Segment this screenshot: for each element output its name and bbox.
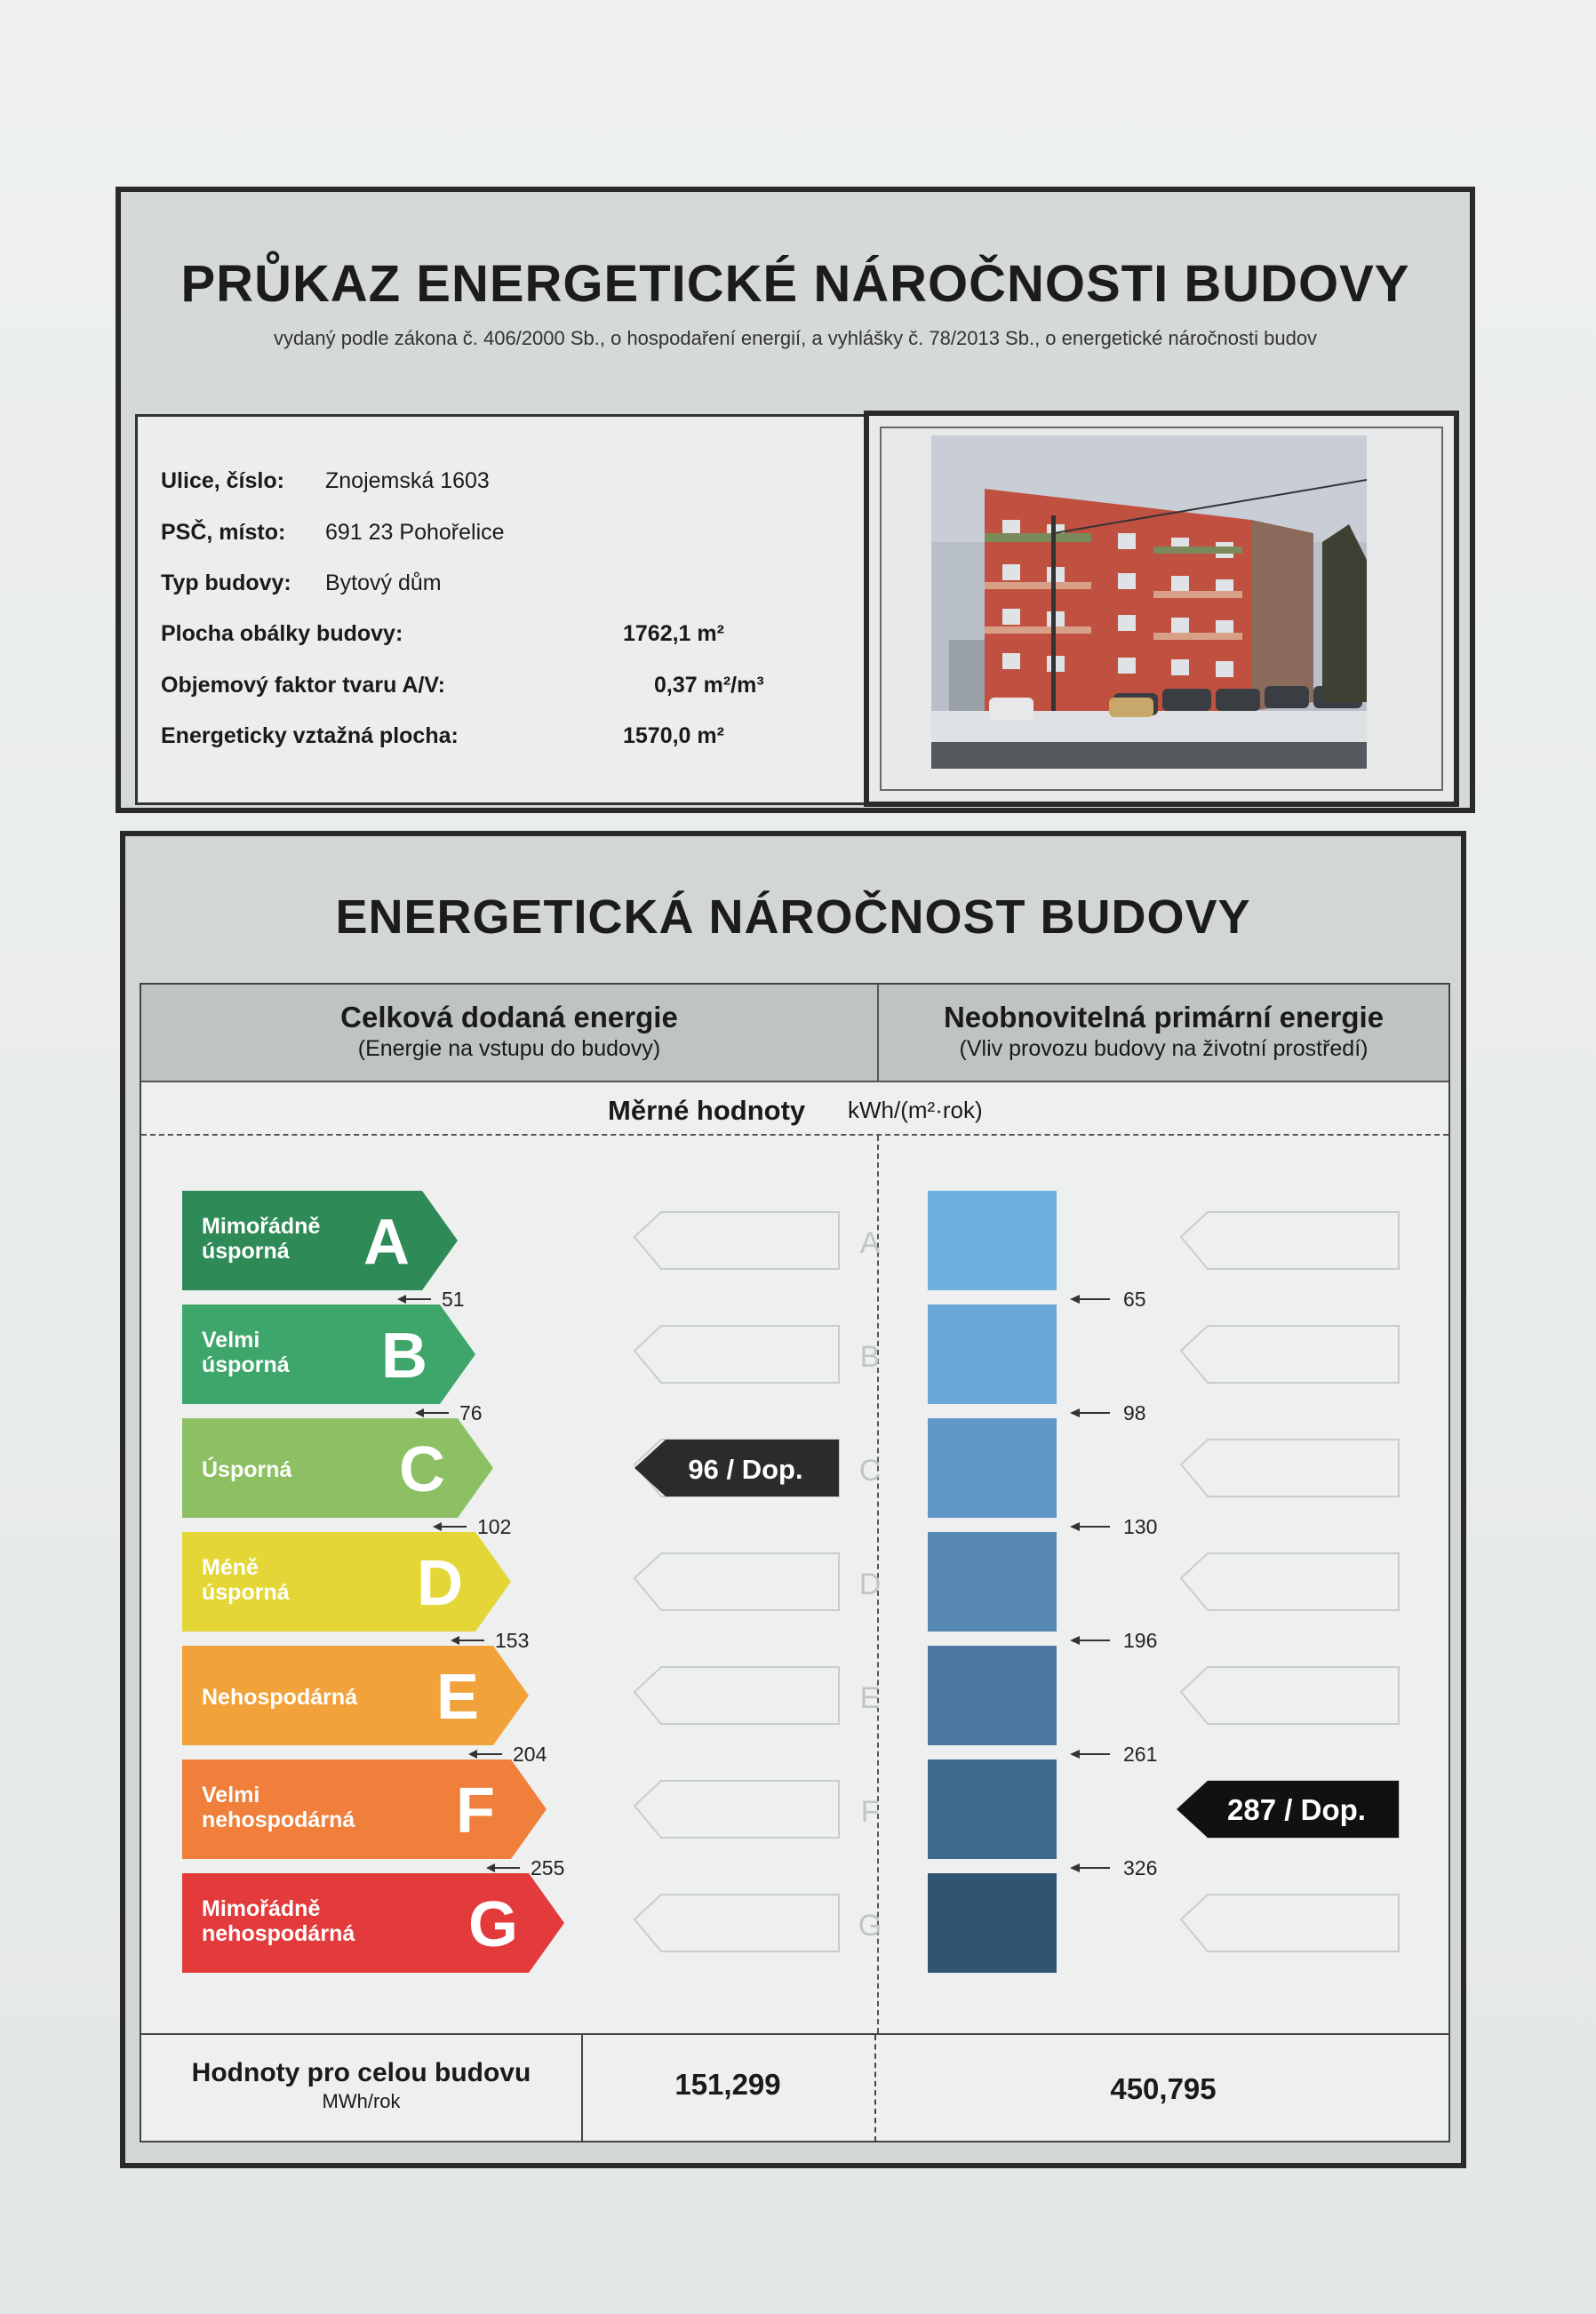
zip-value: 691 23 Pohořelice bbox=[325, 520, 505, 545]
certificate-box bbox=[116, 187, 1475, 813]
class-label-b: Velmi úsporná bbox=[202, 1328, 290, 1377]
primary-bar bbox=[928, 1646, 1057, 1745]
primary-bar bbox=[928, 1759, 1057, 1859]
primary-threshold: 130 bbox=[1123, 1515, 1158, 1538]
class-letter-b: B bbox=[381, 1321, 427, 1392]
class-letter-e: E bbox=[435, 1662, 480, 1733]
class-label-f: Velmi nehospodárná bbox=[202, 1783, 355, 1832]
delivered-value: 96 / Dop. bbox=[688, 1454, 803, 1485]
delivered-threshold: 204 bbox=[513, 1743, 547, 1766]
totals-row bbox=[141, 2033, 1448, 2142]
empty-marker-left bbox=[634, 1667, 839, 1724]
primary-bar bbox=[928, 1532, 1057, 1632]
class-letter-a: A bbox=[363, 1207, 410, 1278]
primary-bar bbox=[928, 1873, 1057, 1973]
faint-letter-e: E bbox=[859, 1681, 881, 1715]
envelope-value: 1762,1 m² bbox=[623, 621, 724, 646]
building-photo bbox=[931, 435, 1367, 769]
specific-label: Měrné hodnoty bbox=[608, 1095, 806, 1126]
empty-marker-left bbox=[634, 1326, 839, 1383]
threshold-arrow-head bbox=[415, 1408, 424, 1417]
empty-marker-right bbox=[1181, 1212, 1399, 1269]
energy-box bbox=[120, 831, 1466, 2168]
certificate-title: PRŮKAZ ENERGETICKÉ NÁROČNOSTI BUDOVY bbox=[180, 255, 1410, 313]
type-value: Bytový dům bbox=[325, 571, 442, 595]
primary-bar bbox=[928, 1418, 1057, 1518]
class-label-c: Úsporná bbox=[202, 1457, 292, 1482]
empty-marker-right bbox=[1181, 1667, 1399, 1724]
empty-marker-left bbox=[634, 1895, 839, 1951]
threshold-arrow-head bbox=[451, 1636, 459, 1645]
class-letter-d: D bbox=[417, 1548, 463, 1619]
total-primary-value: 450,795 bbox=[1110, 2072, 1217, 2105]
area-label: Energeticky vztažná plocha: bbox=[161, 723, 459, 748]
delivered-title: Celková dodaná energie bbox=[340, 1001, 678, 1033]
faint-letter-d: D bbox=[858, 1568, 882, 1601]
type-label: Typ budovy: bbox=[161, 571, 291, 595]
class-letter-g: G bbox=[467, 1889, 519, 1960]
delivered-threshold: 76 bbox=[459, 1401, 483, 1424]
delivered-threshold: 153 bbox=[495, 1629, 530, 1652]
envelope-label: Plocha obálky budovy: bbox=[161, 621, 403, 646]
delivered-threshold: 102 bbox=[477, 1515, 512, 1538]
specific-unit: kWh/(m²·rok) bbox=[848, 1097, 983, 1123]
delivered-threshold: 51 bbox=[442, 1288, 465, 1311]
delivered-threshold: 255 bbox=[531, 1856, 565, 1879]
primary-header bbox=[879, 985, 1448, 1082]
class-letter-c: C bbox=[399, 1434, 445, 1505]
chart-area bbox=[140, 983, 1450, 2142]
certificate-subtitle: vydaný podle zákona č. 406/2000 Sb., o hospodaření energií, a vyhlášky č. 78/2013 Sb., o energetické náročnosti budov bbox=[273, 327, 1318, 349]
totals-label-cell bbox=[141, 2035, 583, 2142]
class-label-g: Mimořádně nehospodárná bbox=[202, 1896, 355, 1946]
delivered-header bbox=[141, 985, 877, 1082]
threshold-arrow-head bbox=[1070, 1408, 1080, 1417]
energy-scale bbox=[141, 1136, 1448, 2033]
class-label-e: Nehospodárná bbox=[202, 1685, 358, 1710]
empty-marker-left bbox=[634, 1553, 839, 1610]
empty-marker-right bbox=[1181, 1553, 1399, 1610]
totals-unit: MWh/rok bbox=[322, 2090, 401, 2112]
primary-bar bbox=[928, 1305, 1057, 1404]
total-delivered-value: 151,299 bbox=[581, 2035, 876, 2142]
photo-frame bbox=[864, 411, 1459, 807]
specific-values-row bbox=[141, 1082, 1448, 1136]
class-letter-f: F bbox=[456, 1775, 495, 1847]
street-label: Ulice, číslo: bbox=[161, 468, 284, 493]
empty-marker-right bbox=[1181, 1440, 1399, 1496]
primary-threshold: 326 bbox=[1123, 1856, 1158, 1879]
primary-value: 287 / Dop. bbox=[1227, 1793, 1366, 1826]
threshold-arrow-head bbox=[486, 1863, 495, 1872]
faint-letter-a: A bbox=[859, 1226, 881, 1260]
primary-title: Neobnovitelná primární energie bbox=[943, 1001, 1385, 1033]
primary-threshold: 196 bbox=[1123, 1629, 1158, 1652]
street-value: Znojemská 1603 bbox=[325, 468, 490, 493]
primary-bar bbox=[928, 1191, 1057, 1290]
shape-value: 0,37 m²/m³ bbox=[654, 673, 764, 698]
empty-marker-right bbox=[1181, 1326, 1399, 1383]
energy-title: ENERGETICKÁ NÁROČNOST BUDOVY bbox=[335, 890, 1251, 944]
primary-threshold: 261 bbox=[1123, 1743, 1158, 1766]
threshold-arrow-head bbox=[1070, 1522, 1080, 1531]
building-info bbox=[135, 414, 864, 805]
threshold-arrow-head bbox=[1070, 1636, 1080, 1645]
primary-threshold: 98 bbox=[1123, 1401, 1146, 1424]
class-label-a: Mimořádně úsporná bbox=[202, 1214, 321, 1264]
delivered-subtitle: (Energie na vstupu do budovy) bbox=[357, 1036, 661, 1061]
threshold-arrow-head bbox=[1070, 1750, 1080, 1759]
empty-marker-left bbox=[634, 1781, 839, 1838]
threshold-arrow-head bbox=[397, 1295, 406, 1304]
empty-marker-right bbox=[1181, 1895, 1399, 1951]
primary-threshold: 65 bbox=[1123, 1288, 1146, 1311]
threshold-arrow-head bbox=[433, 1522, 442, 1531]
empty-marker-left bbox=[634, 1212, 839, 1269]
threshold-arrow-head bbox=[1070, 1863, 1080, 1872]
area-value: 1570,0 m² bbox=[623, 723, 724, 748]
zip-label: PSČ, místo: bbox=[161, 520, 286, 545]
threshold-arrow-head bbox=[1070, 1295, 1080, 1304]
class-label-d: Méně úsporná bbox=[202, 1555, 290, 1605]
primary-subtitle: (Vliv provozu budovy na životní prostředí) bbox=[959, 1036, 1369, 1061]
faint-letter-g: G bbox=[858, 1909, 882, 1943]
shape-label: Objemový faktor tvaru A/V: bbox=[161, 673, 445, 698]
faint-letter-f: F bbox=[860, 1795, 880, 1829]
faint-letter-b: B bbox=[859, 1340, 881, 1374]
faint-letter-c: C bbox=[858, 1454, 882, 1488]
threshold-arrow-head bbox=[468, 1750, 477, 1759]
totals-label: Hodnoty pro celou budovu bbox=[191, 2058, 531, 2087]
